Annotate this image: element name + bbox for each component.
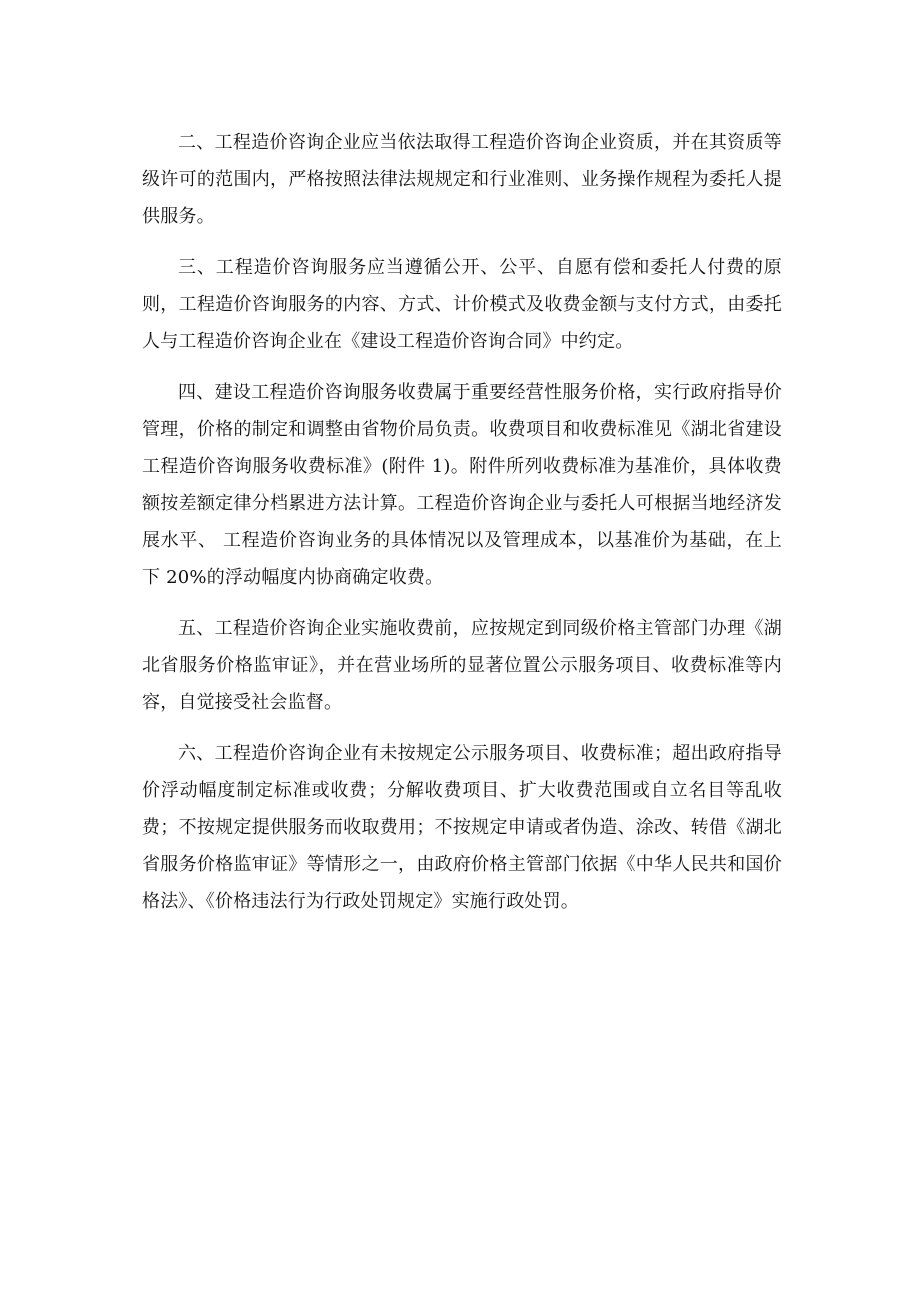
paragraph-5: 五、工程造价咨询企业实施收费前，应按规定到同级价格主管部门办理《湖北省服务价格监审证》，并在营业场所的显著位置公示服务项目、收费标准等内容，自觉接受社会监督。 bbox=[142, 618, 782, 713]
paragraph-3: 三、工程造价咨询服务应当遵循公开、公平、自愿有偿和委托人付费的原则，工程造价咨询服务的内容、方式、计价模式及收费金额与支付方式，由委托人与工程造价咨询企业在《建设工程造价咨询合同》中约定。 bbox=[142, 257, 782, 352]
paragraph-6: 六、工程造价咨询企业有未按规定公示服务项目、收费标准；超出政府指导价浮动幅度制定标准或收费；分解收费项目、扩大收费范围或自立名目等乱收费；不按规定提供服务而收取费用；不按规定申请或者伪造、涂改、转借《湖北省服务价格监审证》等情形之一，由政府价格主管部门依据《中华人民共和国价格法》、《价格违法行为行政处罚规定》实施行政处罚。 bbox=[142, 743, 782, 912]
paragraph-2: 二、工程造价咨询企业应当依法取得工程造价咨询企业资质，并在其资质等级许可的范围内，严格按照法律法规规定和行业准则、业务操作规程为委托人提供服务。 bbox=[142, 132, 782, 227]
paragraph-4: 四、建设工程造价咨询服务收费属于重要经营性服务价格，实行政府指导价管理，价格的制定和调整由省物价局负责。收费项目和收费标准见《湖北省建设工程造价咨询服务收费标准》(附件 1)。附件所列收费标准为基准价，具体收费额按差额定律分档累进方法计算。工程造价咨询企业与委托人可根据当地经济发展水平、 工程造价咨询业务的具体情况以及管理成本，以基准价为基础，在上下 20%的浮动幅度内协商确定收费。 bbox=[142, 382, 782, 588]
